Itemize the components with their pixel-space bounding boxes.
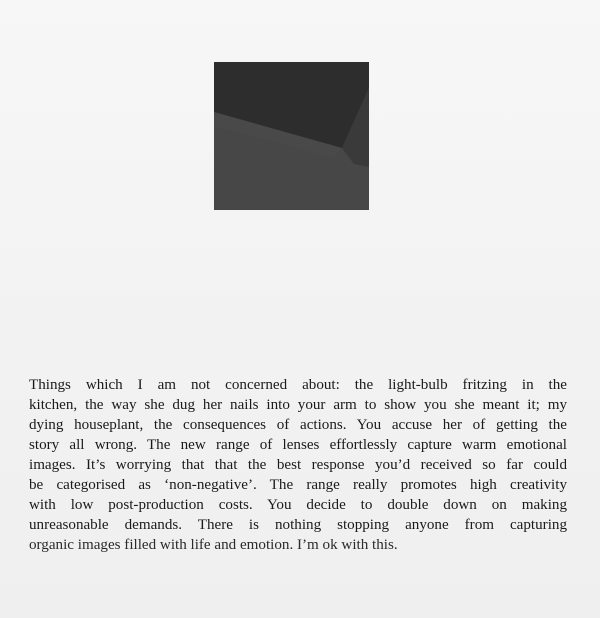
paragraph-line: images. It’s worrying that that the best response you’d received so far could [29,457,567,473]
paragraph-line: story all wrong. The new range of lenses effortlessly capture warm emotional [29,437,567,453]
paragraph-line-last: organic images filled with life and emotion. I’m ok with this. [29,537,398,553]
paragraph-line: unreasonable demands. There is nothing stopping anyone from capturing [29,517,567,533]
paragraph-line: dying houseplant, the consequences of actions. You accuse her of getting the [29,417,567,433]
abstract-photograph [214,62,369,210]
prose-paragraph [29,375,567,555]
dark-abstract-photograph-icon [214,62,369,210]
paragraph-line: Things which I am not concerned about: the light-bulb fritzing in the [29,377,567,393]
paragraph-line: with low post-production costs. You decide to double down on making [29,497,567,513]
paragraph-line: be categorised as ‘non-negative’. The range really promotes high creativity [29,477,567,493]
paragraph-line: kitchen, the way she dug her nails into your arm to show you she meant it; my [29,397,567,413]
